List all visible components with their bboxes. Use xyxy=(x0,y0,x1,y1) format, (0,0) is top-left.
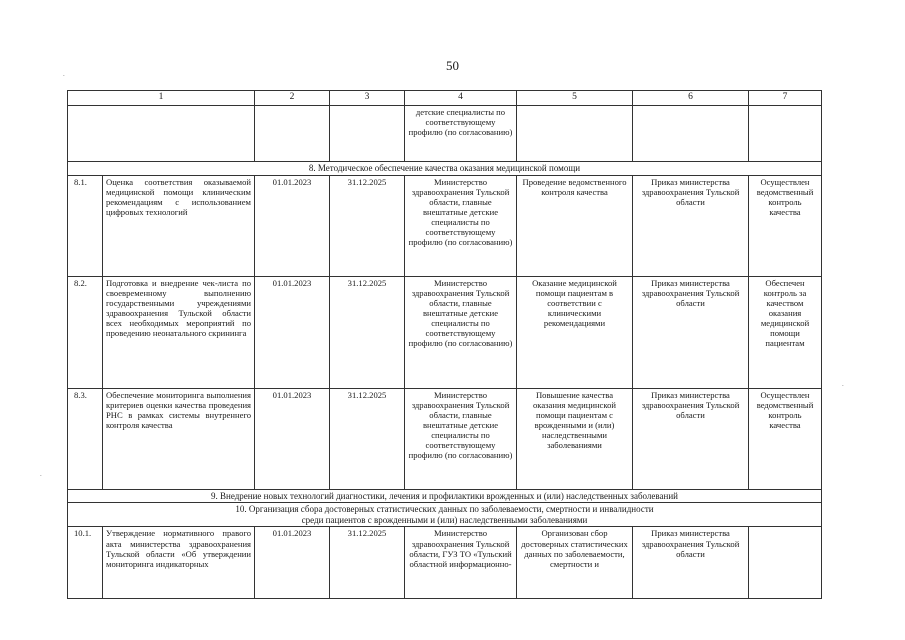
row-result: Обеспечен контроль за качеством оказания медицинской помощи пациентам xyxy=(749,276,822,388)
table-row xyxy=(68,527,822,599)
header-col-7: 7 xyxy=(749,91,822,106)
section-8-title: 8. Методическое обеспечение качества оказания медицинской помощи xyxy=(68,162,822,176)
row-executor: Министерство здравоохранения Тульской области, ГУЗ ТО «Тульский областной информационно- xyxy=(405,527,517,599)
header-col-6: 6 xyxy=(633,91,749,106)
row-document: Приказ министерства здравоохранения Тульской области xyxy=(633,388,749,489)
row-title: Подготовка и внедрение чек-листа по своевременному выполнению государственными учреждениями здравоохранения Тульской области всех необходимых мероприятий по проведению неонатального скрининга xyxy=(103,276,255,388)
row-title: Оценка соответствия оказываемой медицинской помощи клиническим рекомендациям с использованием цифровых технологий xyxy=(103,175,255,276)
page-number: 50 xyxy=(446,58,459,73)
row-executor: Министерство здравоохранения Тульской области, главные внештатные детские специалисты по соответствующему профилю (по согласованию) xyxy=(405,276,517,388)
header-col-2: 2 xyxy=(255,91,330,106)
section-10-line-1: 10. Организация сбора достоверных статистических данных по заболеваемости, смертности и инвалидности xyxy=(235,504,654,515)
row-characteristic: Проведение ведомственного контроля качества xyxy=(517,175,633,276)
table-row xyxy=(68,175,822,276)
row-start-date: 01.01.2023 xyxy=(255,175,330,276)
measures-table xyxy=(67,90,822,599)
row-end-date: 31.12.2025 xyxy=(330,175,405,276)
row-number: 8.1. xyxy=(68,175,103,276)
scan-speck: . xyxy=(63,70,65,78)
row-executor: Министерство здравоохранения Тульской области, главные внештатные детские специалисты по соответствующему профилю (по согласованию) xyxy=(405,388,517,489)
row-characteristic: Оказание медицинской помощи пациентам в соответствии с клиническими рекомендациями xyxy=(517,276,633,388)
row-end-date: 31.12.2025 xyxy=(330,388,405,489)
row-end-date: 31.12.2025 xyxy=(330,276,405,388)
row-result: Осуществлен ведомственный контроль качества xyxy=(749,388,822,489)
row-document: Приказ министерства здравоохранения Тульской области xyxy=(633,527,749,599)
row-characteristic: Организован сбор достоверных статистических данных по заболеваемости, смертности и xyxy=(517,527,633,599)
section-10-title xyxy=(68,503,822,527)
row-result xyxy=(749,527,822,599)
header-col-3: 3 xyxy=(330,91,405,106)
row-title: Утверждение нормативного правого акта министерства здравоохранения Тульской области «Об утверждении мониторинга индикаторных xyxy=(103,527,255,599)
row-number: 10.1. xyxy=(68,527,103,599)
scan-speck: . xyxy=(40,470,42,478)
row-characteristic: Повышение качества оказания медицинской помощи пациентам с врожденными и (или) наследственными заболеваниями xyxy=(517,388,633,489)
header-row xyxy=(68,91,822,106)
row-start-date: 01.01.2023 xyxy=(255,276,330,388)
header-col-4: 4 xyxy=(405,91,517,106)
table-row xyxy=(68,388,822,489)
section-row-9 xyxy=(68,489,822,503)
header-col-5: 5 xyxy=(517,91,633,106)
row-start-date: 01.01.2023 xyxy=(255,388,330,489)
row-number: 8.3. xyxy=(68,388,103,489)
row-document: Приказ министерства здравоохранения Тульской области xyxy=(633,175,749,276)
row-start-date: 01.01.2023 xyxy=(255,527,330,599)
row-result: Осуществлен ведомственный контроль качества xyxy=(749,175,822,276)
continuation-executor: детские специалисты по соответствующему профилю (по согласованию) xyxy=(405,106,517,162)
header-col-1: 1 xyxy=(68,91,255,106)
row-number: 8.2. xyxy=(68,276,103,388)
row-document: Приказ министерства здравоохранения Тульской области xyxy=(633,276,749,388)
row-end-date: 31.12.2025 xyxy=(330,527,405,599)
continuation-row xyxy=(68,106,822,162)
row-executor: Министерство здравоохранения Тульской области, главные внештатные детские специалисты по соответствующему профилю (по согласованию) xyxy=(405,175,517,276)
table-row xyxy=(68,276,822,388)
row-title: Обеспечение мониторинга выполнения критериев оценки качества проведения РНС в рамках системы внутреннего контроля качества xyxy=(103,388,255,489)
section-9-title: 9. Внедрение новых технологий диагностики, лечения и профилактики врожденных и (или) наследственных заболеваний xyxy=(68,489,822,503)
section-row-8 xyxy=(68,162,822,176)
section-10-line-2: среди пациентов с врожденными и (или) наследственными заболеваниями xyxy=(301,514,588,525)
scan-speck: . xyxy=(842,380,844,388)
section-row-10 xyxy=(68,503,822,527)
